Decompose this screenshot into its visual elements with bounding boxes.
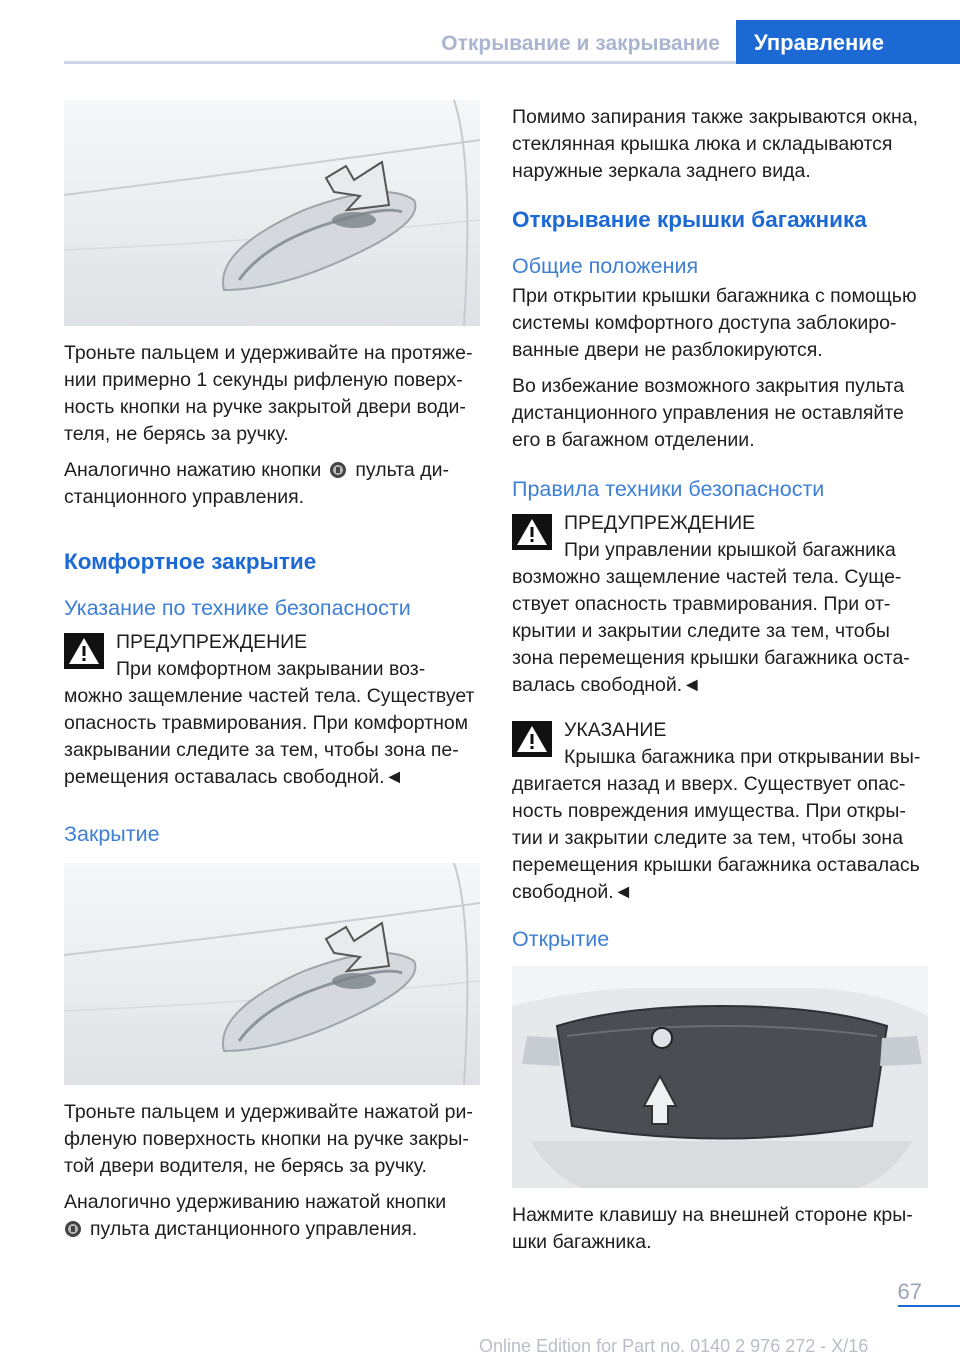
warning-triangle-icon <box>512 721 552 757</box>
warning-text: При управлении крышкой багажника возможно защемление частей тела. Суще‐ствует опасность травмирования. При от‐крытии и закрытии следите за тем, чтобы зона перемещения крышки багажника оста‐валась свободной.◄ <box>512 539 910 696</box>
note-block-trunk <box>512 717 928 744</box>
door-handle-image-2 <box>64 863 480 1085</box>
paragraph-remote-equivalent-2 <box>64 1189 480 1243</box>
paragraph-touch-hold-closing: Троньте пальцем и удерживайте нажатой ри‐фленую поверхность кнопки на ручке закры‐той двери водителя, не берясь за ручку. <box>64 1101 473 1177</box>
text-segment: Аналогично удерживанию нажатой кнопки <box>64 1191 447 1213</box>
warning-title: ПРЕДУПРЕЖДЕНИЕ <box>116 631 308 653</box>
warning-triangle-icon <box>64 633 104 669</box>
right-column <box>512 104 928 1265</box>
heading-comfort-closing: Комфортное закрытие <box>64 549 317 574</box>
heading-safety-note: Указание по технике безопасности <box>64 596 411 620</box>
paragraph-remote-trunk: Во избежание возможного закрытия пульта дистанционного управления не оставляйте его в багажном отделении. <box>512 375 905 451</box>
heading-general: Общие положения <box>512 254 699 278</box>
warning-block-comfort <box>64 629 480 656</box>
warning-text: При комфортном закрывании воз‐можно защемление частей тела. Существует опасность травмирования. При комфортном закрывании следите за тем, чтобы зона пе‐ремещения оставалась свободной.◄ <box>64 658 475 788</box>
footer-edition: Online Edition for Part no. 0140 2 976 272 - X/16 <box>479 1336 869 1356</box>
header-section-title: Открывание и закрывание <box>441 32 720 55</box>
paragraph-touch-hold: Троньте пальцем и удерживайте на протяже‐нии примерно 1 секунды рифленую поверх‐ность кнопки на ручке закрытой двери води‐теля, не берясь за ручку. <box>64 342 473 445</box>
heading-trunk-opening: Открывание крышки багажника <box>512 207 867 232</box>
heading-safety-rules: Правила техники безопасности <box>512 477 825 501</box>
text-segment: Аналогично нажатию кнопки <box>64 459 322 481</box>
paragraph-press-trunk-key: Нажмите клавишу на внешней стороне кры‐шки багажника. <box>512 1204 913 1253</box>
heading-closing: Закрытие <box>64 822 160 846</box>
warning-block-trunk <box>512 510 928 537</box>
warning-triangle-icon <box>512 514 552 550</box>
remote-lock-key-icon <box>329 461 347 479</box>
heading-opening: Открытие <box>512 927 610 951</box>
header-chapter-tab: Управление <box>736 20 960 64</box>
paragraph-closing-also: Помимо запирания также закрываются окна, стеклянная крышка люка и складываются наружные зеркала заднего вида. <box>512 106 918 182</box>
trunk-lid-image <box>512 966 928 1188</box>
left-column <box>64 100 480 1252</box>
page-number: 67 <box>897 1279 922 1304</box>
footer-rule <box>898 1305 960 1307</box>
remote-lock-key-icon <box>64 1220 82 1238</box>
paragraph-comfort-access: При открытии крышки багажника с помощью системы комфортного доступа заблокиро‐ванные двери не разблокируются. <box>512 285 917 361</box>
door-handle-image-1 <box>64 100 480 326</box>
paragraph-remote-equivalent-1 <box>64 457 480 511</box>
text-segment: пульта ди‐станционного управления. <box>64 459 449 508</box>
note-text: Крышка багажника при открывании вы‐двигается назад и вверх. Существует опас‐ность повреждения имущества. При откры‐тии и закрытии следите за тем, чтобы зона перемещения крышки багажника оставалась свободной.◄ <box>512 746 921 903</box>
warning-title: ПРЕДУПРЕЖДЕНИЕ <box>564 512 756 534</box>
note-title: УКАЗАНИЕ <box>564 719 667 741</box>
text-segment: пульта дистанционного управления. <box>90 1218 418 1240</box>
